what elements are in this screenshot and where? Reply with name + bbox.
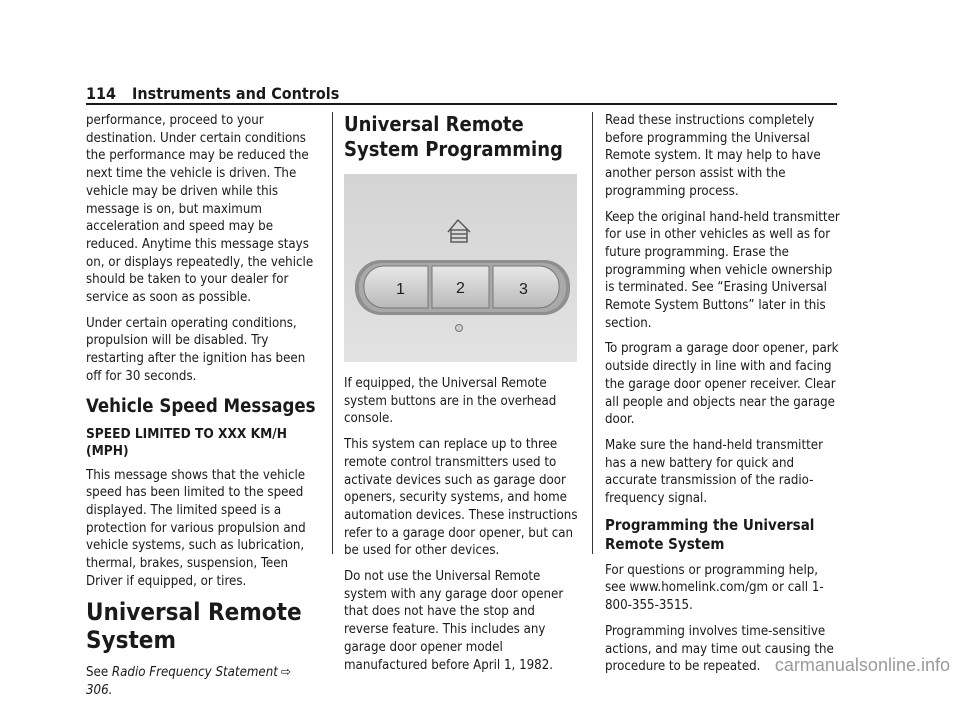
paragraph: To program a garage door opener, park outside directly in line with and facing the garage door opener receiver. Clear all people and objects near the garage door.: [605, 341, 839, 428]
column-middle: [344, 112, 578, 682]
heading-universal-remote-system: Universal Remote System: [86, 598, 302, 655]
paragraph: Make sure the hand-held transmitter has a new battery for quick and accurate transmission of the radio-frequency signal.: [605, 437, 823, 507]
see-page: 306.: [86, 683, 113, 699]
see-link[interactable]: Radio Frequency Statement: [111, 665, 278, 681]
remote-button-1[interactable]: [364, 266, 428, 308]
paragraph: This message shows that the vehicle speed has been limited to the speed displayed. The limited speed is a protection for various propulsion and vehicle systems, such as lubrication, thermal, brakes, suspension, Teen Driver if equipped, or tires.: [86, 467, 306, 589]
paragraph: performance, proceed to your destination. Under certain conditions the performance may be reduced the next time the vehicle is driven. The vehicle may be driven while this message is on, but maximum acceleration and speed may be reduced. Anytime this message stays on, or displays repeatedly, the vehicle should be taken to your dealer for service as soon as possible.: [86, 113, 314, 306]
column-left: [86, 112, 319, 708]
remote-button-3[interactable]: [493, 266, 559, 308]
overhead-console-photo: [344, 174, 577, 362]
heading-programming-urs: Programming the Universal Remote System: [605, 515, 815, 553]
page-header: [86, 84, 339, 103]
paragraph: Under certain operating conditions, propulsion will be disabled. Try restarting after the ignition has been off for 30 seconds.: [86, 315, 306, 384]
see-reference: [86, 664, 319, 699]
column-right: [605, 112, 841, 684]
heading-urs-programming: Universal Remote System Programming: [344, 112, 563, 161]
column-divider: [592, 112, 593, 554]
paragraph: For questions or programming help, see www.homelink.com/gm or call 1-800-355-3515.: [605, 562, 824, 614]
page-number: 114: [86, 84, 117, 103]
console-illustration: [344, 174, 577, 362]
watermark: carmanualsonline.info: [774, 655, 950, 675]
button-3-label: 3: [519, 281, 528, 298]
paragraph: This system can replace up to three remote control transmitters used to activate devices such as garage door openers, security systems, and home automation devices. These instructions refer to a garage door opener, but can be used for other devices.: [344, 437, 578, 559]
paragraph: Keep the original hand-held transmitter for use in other vehicles as well as for future programming. Erase the programming when vehicle ownership is terminated. See “Erasing Universal Remote System Buttons” later in this section.: [605, 209, 840, 331]
remote-button-2[interactable]: [432, 266, 489, 308]
paragraph: Read these instructions completely before programming the Universal Remote system. It may help to have another person assist with the programming process.: [605, 113, 821, 199]
paragraph: If equipped, the Universal Remote system buttons are in the overhead console.: [344, 376, 557, 427]
indicator-light-icon: [456, 325, 463, 332]
paragraph: Programming involves time-sensitive actions, and may time out causing the procedure to be repeated.: [605, 623, 834, 675]
section-title: Instruments and Controls: [132, 84, 340, 103]
column-divider: [332, 112, 333, 554]
header-rule: [86, 103, 837, 105]
arrow-icon: ⇨: [280, 665, 291, 681]
heading-speed-limited: SPEED LIMITED TO XXX KM/H (MPH): [86, 425, 287, 459]
button-1-label: 1: [396, 281, 405, 298]
see-prefix: See: [86, 665, 112, 681]
paragraph: Do not use the Universal Remote system with any garage door opener that does not have the stop and reverse feature. This includes any garage door opener model manufactured before April 1, 1982.: [344, 569, 564, 673]
heading-vehicle-speed-messages: Vehicle Speed Messages: [86, 395, 316, 417]
button-2-label: 2: [456, 280, 465, 297]
